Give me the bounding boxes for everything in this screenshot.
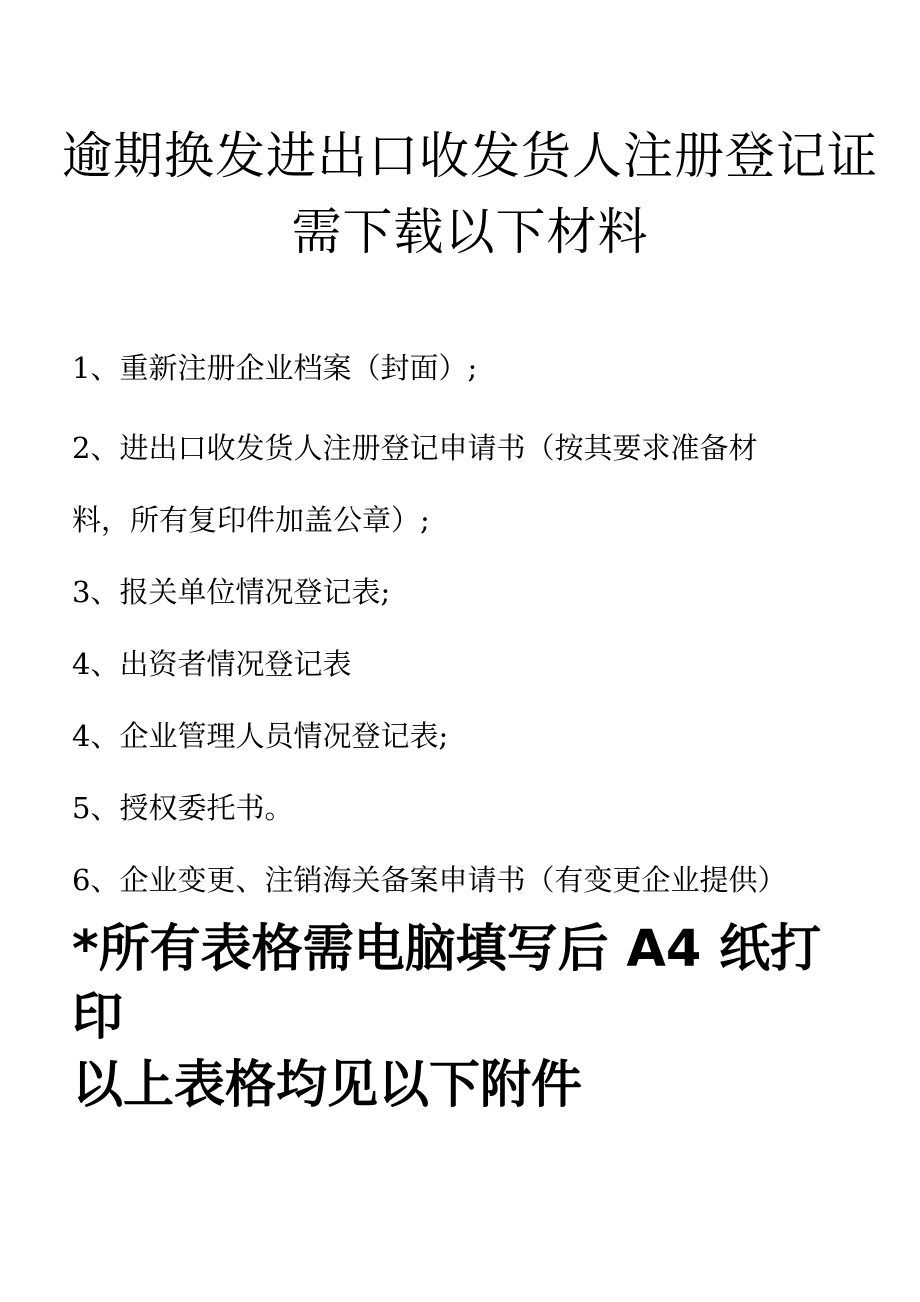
list-item-2-continued: 料，所有复印件加盖公章）; [72,503,430,537]
list-item-4b: 4、企业管理人员情况登记表; [72,719,449,753]
list-item-3: 3、报关单位情况登记表; [72,575,391,609]
list-item-6: 6、企业变更、注销海关备案申请书（有变更企业提供） [72,863,787,897]
list-item-1: 1、重新注册企业档案（封面）; [72,351,478,385]
attachments-note: 以上表格均见以下附件 [72,1056,583,1115]
list-item-2: 2、进出口收发货人注册登记申请书（按其要求准备材 [72,431,758,465]
document-title: 逾期换发进出口收发货人注册登记证需下载以下材料 [62,127,878,261]
print-requirement-note: *所有表格需电脑填写后 A4 纸打印 [72,920,822,1047]
notes-block [72,916,872,1120]
list-item-4a: 4、出资者情况登记表 [72,647,352,681]
list-item-5: 5、授权委托书。 [72,791,294,825]
